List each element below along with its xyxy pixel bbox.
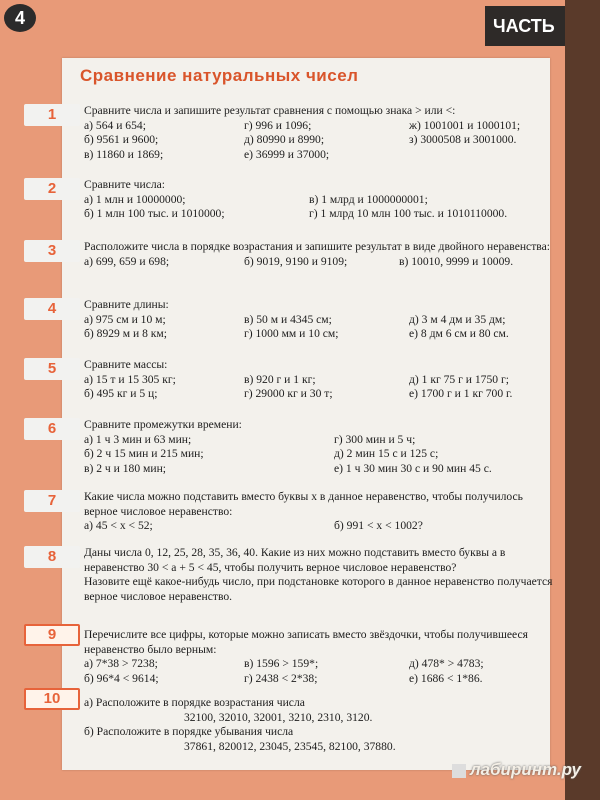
task-part-b-values: 37861, 820012, 23045, 23545, 82100, 37880. [184, 739, 396, 753]
task-item: г) 300 мин и 5 ч; [334, 432, 416, 446]
task-item: б) 9019, 9190 и 9109; [244, 254, 348, 268]
watermark [452, 760, 581, 780]
task-part-a-values: 32100, 32010, 32001, 3210, 2310, 3120. [184, 710, 373, 724]
task-item: а) 15 т и 15 305 кг; [84, 372, 176, 386]
task-number-badge: 2 [24, 178, 80, 200]
task-item: а) 699, 659 и 698; [84, 254, 170, 268]
task-item: д) 80990 и 8990; [244, 133, 325, 146]
task-item: д) 3 м 4 дм и 35 дм; [409, 312, 506, 326]
task-intro: Перечислите все цифры, которые можно записать вместо звёздочки, чтобы получившееся неравенство было верным: [84, 628, 528, 656]
task-number-badge: 1 [24, 104, 80, 126]
task-item: ж) 1001001 и 1000101; [409, 118, 521, 132]
task-item: г) 1 млрд 10 млн 100 тыс. и 1010110000. [309, 207, 508, 220]
task-item: а) 975 см и 10 м; [84, 312, 166, 326]
task-4 [84, 298, 554, 342]
task-intro: Расположите числа в порядке возрастания и запишите результат в виде двойного неравенства: [84, 240, 550, 253]
labirint-logo-icon [452, 764, 466, 778]
task-item: з) 3000508 и 3001000. [409, 133, 517, 146]
task-number-badge: 7 [24, 490, 80, 512]
task-item: г) 996 и 1096; [244, 118, 312, 132]
task-intro: Сравните числа и запишите результат сравнения с помощью знака > или <: [84, 104, 456, 117]
task-item: а) 1 ч 3 мин и 63 мин; [84, 432, 192, 446]
watermark-text: лабиринт.ру [470, 760, 581, 779]
task-item: а) 7*38 > 7238; [84, 657, 158, 670]
task-number-badge: 5 [24, 358, 80, 380]
task-8 [84, 546, 554, 604]
task-7 [84, 490, 554, 534]
task-item: в) 50 м и 4345 см; [244, 312, 332, 326]
task-item: б) 495 кг и 5 ц; [84, 387, 158, 400]
section-title: Сравнение натуральных чисел [80, 66, 359, 85]
page-number: 4 [4, 4, 36, 32]
task-part-a-label: а) Расположите в порядке возрастания числа [84, 696, 305, 709]
task-item: е) 1686 < 1*86. [409, 671, 483, 685]
task-number-badge: 10 [24, 688, 80, 710]
task-item: б) 8929 м и 8 км; [84, 327, 167, 340]
task-extra: Назовите ещё какое-нибудь число, при подстановке которого в данное неравенство получается верное числовое неравенство. [84, 575, 553, 603]
task-item: в) 1596 > 159*; [244, 657, 319, 670]
task-intro: Сравните промежутки времени: [84, 418, 242, 431]
task-intro: Сравните числа: [84, 178, 166, 191]
task-9 [84, 628, 554, 686]
task-item: б) 991 < x < 1002? [334, 519, 423, 532]
task-intro: Какие числа можно подставить вместо буквы x в данное неравенство, чтобы получилось верное числовое неравенство: [84, 490, 523, 518]
task-item: б) 96*4 < 9614; [84, 671, 159, 685]
task-item: е) 8 дм 6 см и 80 см. [409, 327, 509, 340]
task-item: а) 45 < x < 52; [84, 519, 153, 532]
task-item: б) 2 ч 15 мин и 215 мин; [84, 447, 204, 460]
task-number-badge: 8 [24, 546, 80, 568]
task-item: а) 564 и 654; [84, 118, 146, 132]
task-3 [84, 240, 554, 269]
task-item: б) 9561 и 9600; [84, 133, 159, 146]
task-item: г) 29000 кг и 30 т; [244, 387, 333, 400]
task-intro: Сравните массы: [84, 358, 168, 371]
task-item: в) 2 ч и 180 мин; [84, 461, 167, 475]
task-intro: Сравните длины: [84, 298, 169, 311]
task-number-badge: 4 [24, 298, 80, 320]
task-10 [84, 696, 554, 754]
task-number-badge: 9 [24, 624, 80, 646]
task-item: д) 478* > 4783; [409, 657, 484, 670]
task-5 [84, 358, 554, 402]
part-tab: ЧАСТЬ [485, 6, 565, 46]
task-item: д) 1 кг 75 г и 1750 г; [409, 372, 509, 386]
task-item: в) 920 г и 1 кг; [244, 372, 316, 386]
task-intro: Даны числа 0, 12, 25, 28, 35, 36, 40. Какие из них можно подставить вместо буквы a в неравенство 30 < a + 5 < 45, чтобы получить верное числовое неравенство? [84, 546, 506, 574]
task-part-b-label: б) Расположите в порядке убывания числа [84, 725, 294, 738]
task-item: е) 1700 г и 1 кг 700 г. [409, 387, 513, 400]
task-item: е) 36999 и 37000; [244, 147, 330, 161]
task-2 [84, 178, 554, 222]
task-item: г) 1000 мм и 10 см; [244, 327, 339, 340]
task-6 [84, 418, 554, 476]
task-item: в) 1 млрд и 1000000001; [309, 192, 428, 206]
task-item: е) 1 ч 30 мин 30 с и 90 мин 45 с. [334, 461, 492, 475]
task-number-badge: 3 [24, 240, 80, 262]
task-item: г) 2438 < 2*38; [244, 671, 318, 685]
task-item: в) 10010, 9999 и 10009. [399, 254, 514, 268]
task-item: б) 1 млн 100 тыс. и 1010000; [84, 207, 225, 220]
task-number-badge: 6 [24, 418, 80, 440]
task-item: в) 11860 и 1869; [84, 147, 164, 161]
task-item: д) 2 мин 15 с и 125 с; [334, 447, 439, 460]
task-1 [84, 104, 554, 162]
task-item: а) 1 млн и 10000000; [84, 192, 186, 206]
